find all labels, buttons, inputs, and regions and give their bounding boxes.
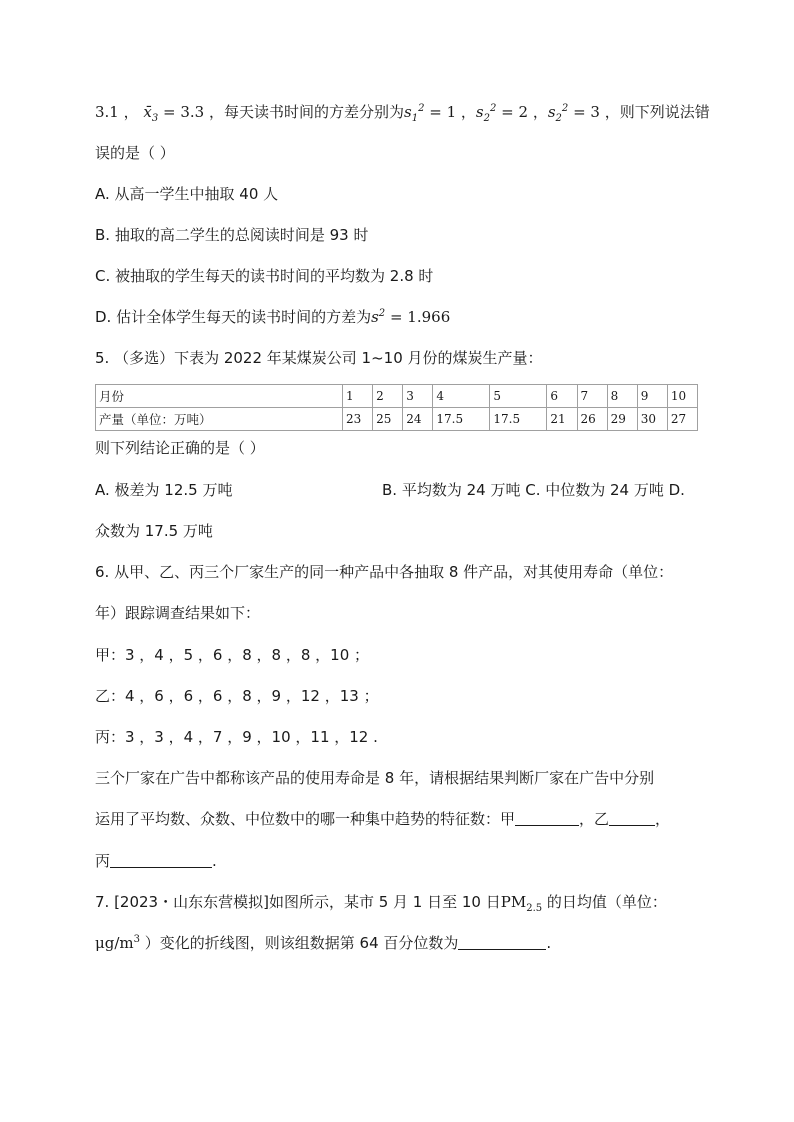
q7-line1 — [95, 892, 667, 912]
q6-text3-a: 丙 — [95, 852, 111, 870]
q4-option-a: A. 从高一学生中抽取 40 人 — [95, 185, 279, 203]
q7-line1-b: 的日均值（单位： — [542, 893, 667, 911]
q5-stem: 5. （多选）下表为 2022 年某煤炭公司 1~10 月份的煤炭生产量： — [95, 349, 543, 367]
table-cell: 4 — [433, 385, 490, 408]
q4-line1-start: 3.1 ， — [95, 103, 139, 121]
table-cell: 21 — [547, 408, 577, 431]
table-row — [96, 408, 698, 431]
q6-data-jia: 甲：3 ，4 ，5 ，6 ，8 ，8 ，8 ，10 ； — [95, 646, 370, 664]
answer-blank-bing[interactable] — [110, 852, 212, 868]
production-table — [95, 384, 698, 431]
table-row — [96, 385, 698, 408]
q6-text2-a: 运用了平均数、众数、中位数中的哪一种集中趋势的特征数：甲 — [95, 810, 516, 828]
s2-symbol: $s_2^2$ — [475, 103, 497, 124]
q6-text1: 三个厂家在广告中都称该产品的使用寿命是 8 年，请根据结果判断厂家在广告中分别 — [95, 769, 655, 787]
q5-option-d: 众数为 17.5 万吨 — [95, 522, 213, 540]
table-cell: 9 — [637, 385, 667, 408]
table-cell: 8 — [607, 385, 637, 408]
table-cell: 7 — [577, 385, 607, 408]
s3-symbol: $s_2^2$ — [547, 103, 569, 124]
q6-data-bing: 丙：3 ，3 ，4 ，7 ，9 ，10 ，11 ，12 . — [95, 728, 378, 746]
table-cell: 2 — [373, 385, 403, 408]
table-cell: 30 — [637, 408, 667, 431]
unit-symbol: μg/m — [95, 934, 134, 952]
s1-value: = 1 — [429, 103, 457, 121]
xbar3-symbol: $x̄_3$ — [143, 103, 159, 124]
q7-line2-end: . — [546, 934, 552, 952]
table-cell: 17.5 — [433, 408, 490, 431]
q7-line1-a: 7. [2023・山东东营模拟]如图所示，某市 5 月 1 日至 10 日 — [95, 893, 501, 911]
s1-symbol: $s_1^2$ — [404, 103, 425, 124]
table-cell: 5 — [490, 385, 547, 408]
table-cell: 26 — [577, 408, 607, 431]
unit-superscript: 3 — [133, 934, 141, 945]
q6-data-yi: 乙：4 ，6 ，6 ，6 ，8 ，9 ，12 ，13 ； — [95, 687, 379, 705]
q4-option-c: C. 被抽取的学生每天的读书时间的平均数为 2.8 时 — [95, 267, 434, 285]
table-cell: 6 — [547, 385, 577, 408]
s-squared-symbol: $s^2$ — [371, 308, 386, 326]
pm-symbol: PM — [500, 893, 527, 911]
q4-option-b: B. 抽取的高二学生的总阅读时间是 93 时 — [95, 226, 369, 244]
q6-stem-line1: 6. 从甲、乙、丙三个厂家生产的同一种产品中各抽取 8 件产品，对其使用寿命（单位： — [95, 563, 674, 581]
table-cell: 27 — [667, 408, 697, 431]
table-cell: 23 — [343, 408, 373, 431]
q7-line2-text: ）变化的折线图，则该组数据第 64 百分位数为 — [140, 934, 459, 952]
xbar3-value: = 3.3 — [163, 103, 205, 121]
q6-text3-b: . — [212, 852, 217, 870]
q4-line2: 误的是（ ） — [95, 144, 175, 162]
q4-line1-end: ，则下列说法错 — [604, 103, 710, 121]
s3-value: = 3 — [573, 103, 600, 121]
table-header-production: 产量（单位：万吨） — [96, 408, 343, 431]
q6-text3 — [95, 851, 217, 871]
q4-option-d-text: D. 估计全体学生每天的读书时间的方差为 — [95, 308, 372, 326]
q5-question: 则下列结论正确的是（ ） — [95, 439, 265, 457]
q7-line2 — [95, 933, 551, 953]
q6-stem-line2: 年）跟踪调查结果如下： — [95, 604, 261, 622]
q6-text2-c: ， — [655, 810, 671, 828]
q5-option-bc: B. 平均数为 24 万吨 C. 中位数为 24 万吨 D. — [382, 481, 685, 499]
s2-value: = 2 — [501, 103, 529, 121]
answer-blank-percentile[interactable] — [458, 934, 546, 950]
q4-option-d-value: = 1.966 — [389, 308, 451, 326]
table-cell: 3 — [403, 385, 433, 408]
q5-option-a: A. 极差为 12.5 万吨 — [95, 481, 233, 499]
table-cell: 24 — [403, 408, 433, 431]
answer-blank-yi[interactable] — [609, 810, 655, 826]
table-cell: 10 — [667, 385, 697, 408]
table-cell: 1 — [343, 385, 373, 408]
table-cell: 17.5 — [490, 408, 547, 431]
pm-subscript: 2.5 — [526, 903, 543, 914]
table-header-month: 月份 — [96, 385, 343, 408]
answer-blank-jia[interactable] — [515, 810, 579, 826]
q4-line1: 3.1 ， $x̄_3 = 3.3$ ，每天读书时间的方差分别为$s_1^2 = 1$ ，$s_2^2 = 2$ ，$s_2^2 = 3$ ，则下列说法错 — [95, 103, 710, 124]
q4-line1-mid: ，每天读书时间的方差分别为 — [204, 103, 405, 121]
q6-text2-b: ，乙 — [579, 810, 610, 828]
table-cell: 29 — [607, 408, 637, 431]
q4-option-d — [95, 307, 450, 327]
table-cell: 25 — [373, 408, 403, 431]
q6-text2 — [95, 809, 670, 829]
